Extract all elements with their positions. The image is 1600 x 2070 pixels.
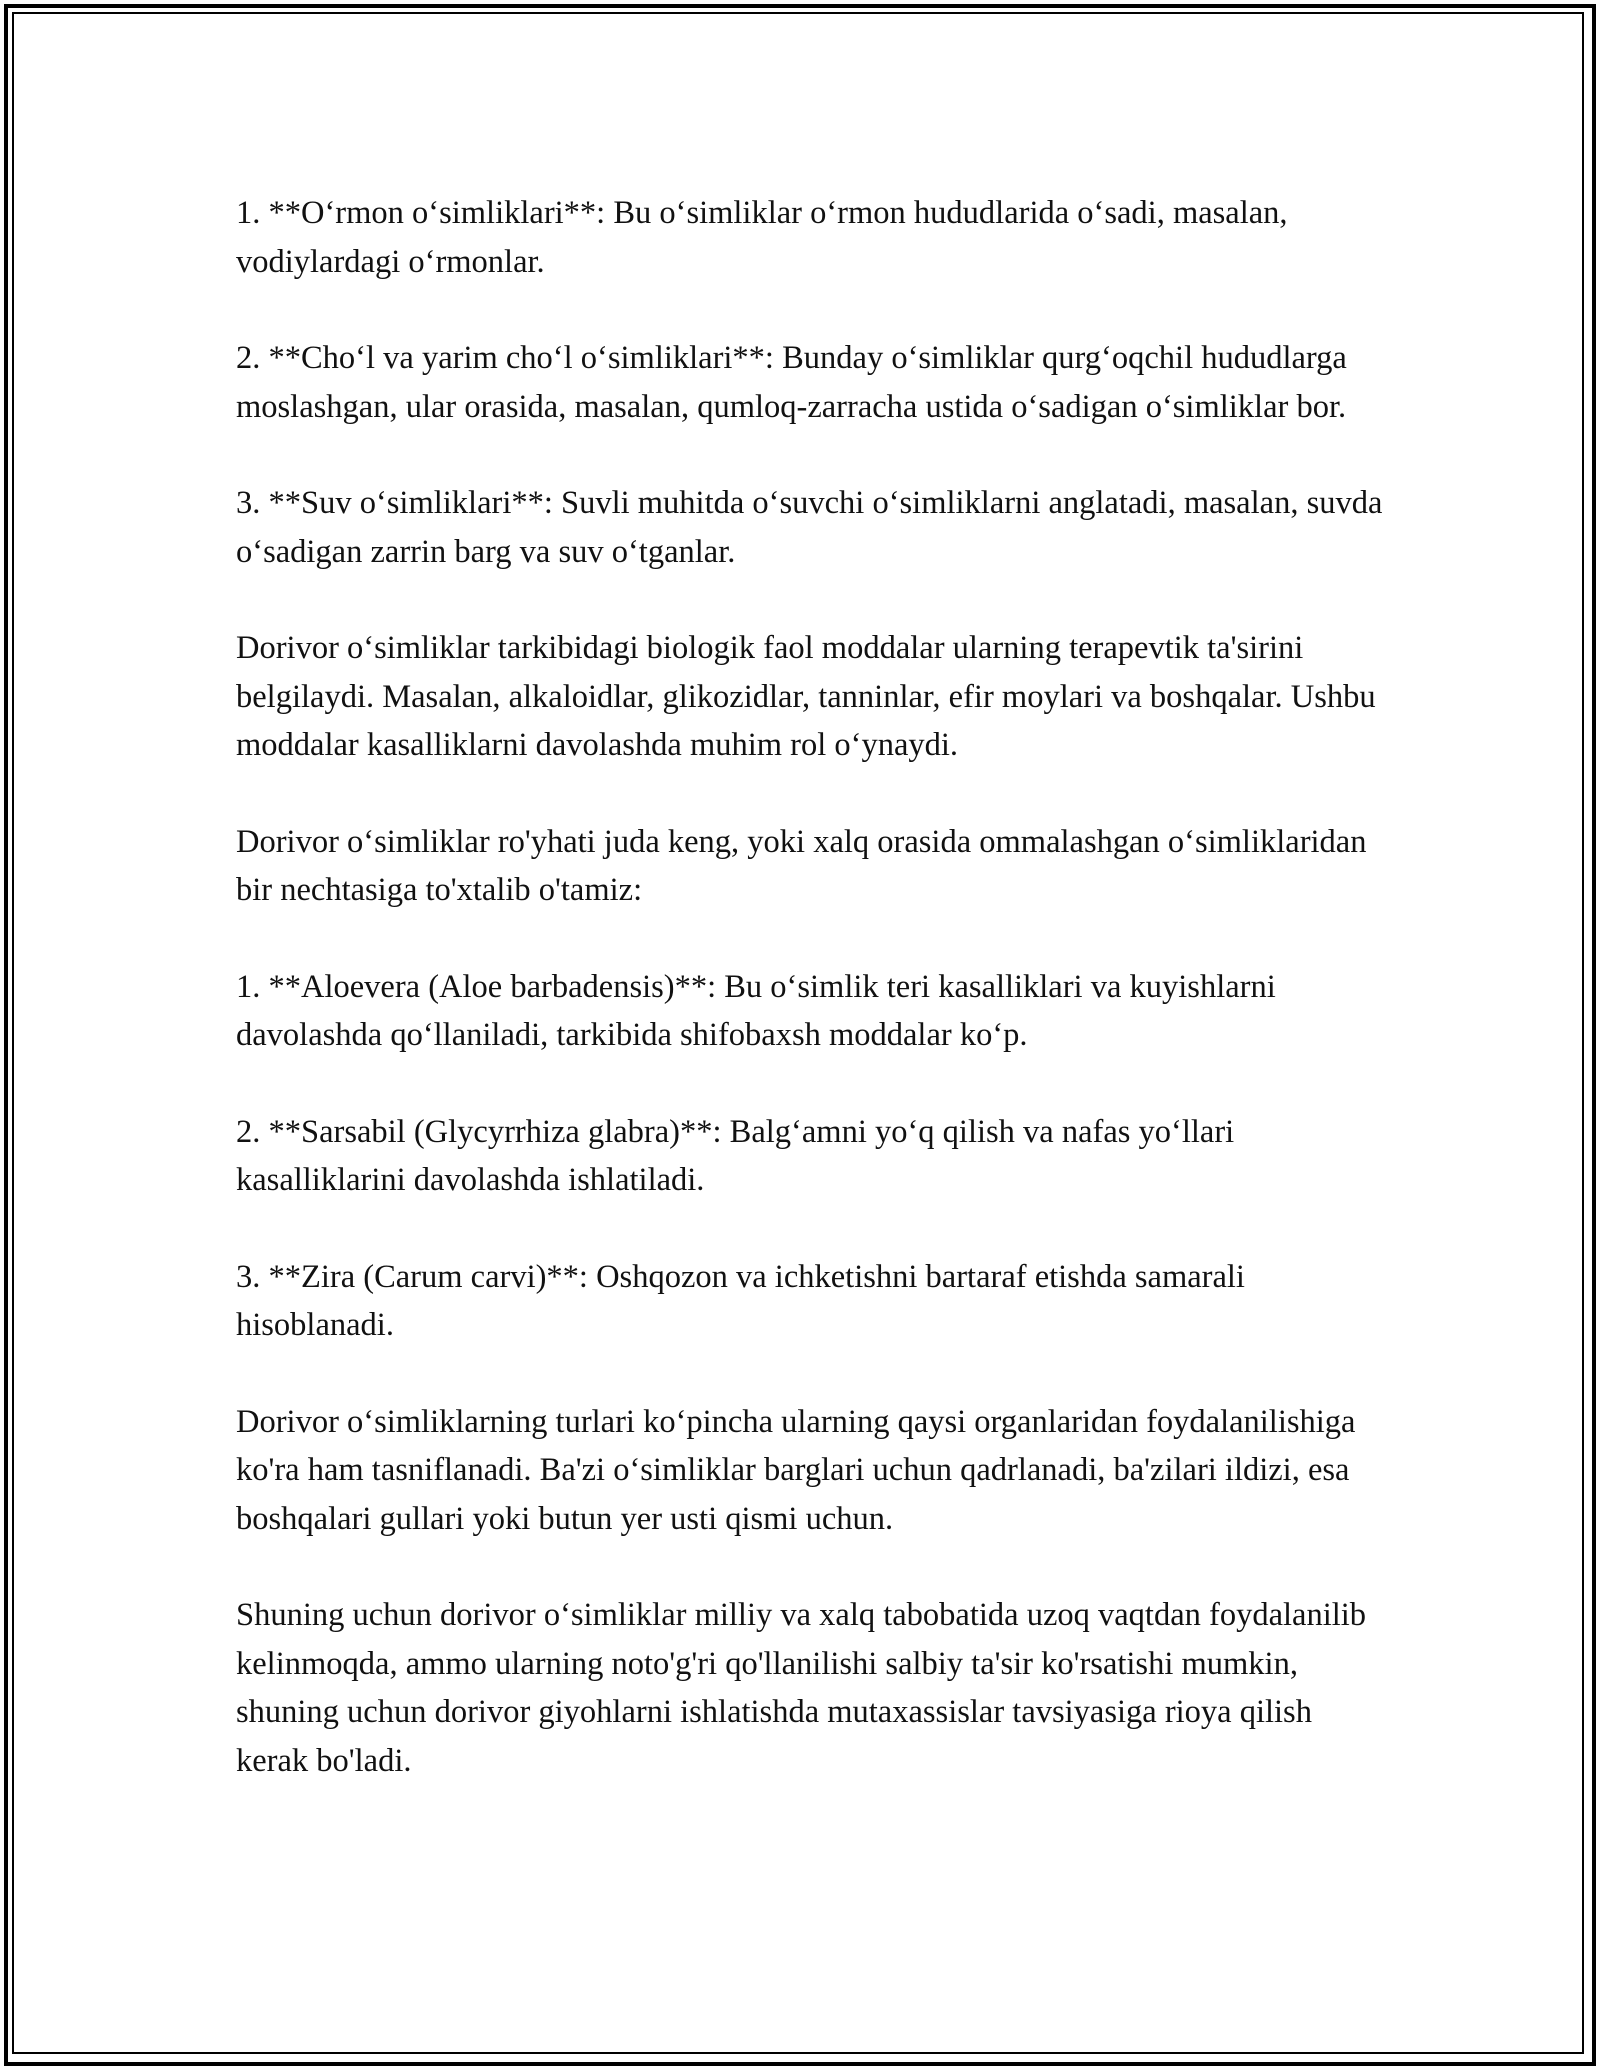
paragraph-conclusion: Shuning uchun dorivor o‘simliklar milliy va xalq tabobatida uzoq vaqtdan foydalanilib kelinmoqda, ammo ularning noto'g'ri qo'llanilishi salbiy ta'sir ko'rsatishi mumkin, shuning uchun dorivor giyohlarni ishlatishda mutaxassislar tavsiyasiga rioya qilish kerak bo'ladi. xyxy=(236,1597,1367,1779)
paragraph-classification: Dorivor o‘simliklarning turlari ko‘pincha ularning qaysi organlaridan foydalanilishiga ko'ra ham tasniflanadi. Ba'zi o‘simliklar barglari uchun qadrlanadi, ba'zilari ildizi, esa boshqalari gullari yoki butun yer usti qismi uchun. xyxy=(236,1403,1356,1537)
paragraph-active-substances: Dorivor o‘simliklar tarkibidagi biologik faol moddalar ularning terapevtik ta'sirini belgilaydi. Masalan, alkaloidlar, glikozidlar, tanninlar, efir moylari va boshqalar. Ushbu moddalar kasalliklarni davolashda muhim rol o‘ynaydi. xyxy=(236,630,1376,763)
paragraph-sarsabil: 2. **Sarsabil (Glycyrrhiza glabra)**: Balg‘amni yo‘q qilish va nafas yo‘llari kasalliklarini davolashda ishlatiladi. xyxy=(236,1113,1235,1198)
document-body xyxy=(236,189,1386,1833)
paragraph-desert-plants: 2. **Cho‘l va yarim cho‘l o‘simliklari**: Bunday o‘simliklar qurg‘oqchil hududlarga moslashgan, ular orasida, masalan, qumloq-zarracha ustida o‘sadigan o‘simliklar bor. xyxy=(236,340,1347,425)
paragraph-aloevera: 1. **Aloevera (Aloe barbadensis)**: Bu o‘simlik teri kasalliklari va kuyishlarni davolashda qo‘llaniladi, tarkibida shifobaxsh moddalar ko‘p. xyxy=(236,968,1276,1053)
paragraph-forest-plants: 1. **O‘rmon o‘simliklari**: Bu o‘simliklar o‘rmon hududlarida o‘sadi, masalan, vodiylardagi o‘rmonlar. xyxy=(236,195,1288,280)
paragraph-zira: 3. **Zira (Carum carvi)**: Oshqozon va ichketishni bartaraf etishda samarali hisoblanadi. xyxy=(236,1258,1245,1343)
paragraph-plant-list-intro: Dorivor o‘simliklar ro'yhati juda keng, yoki xalq orasida ommalashgan o‘simliklaridan bir nechtasiga to'xtalib o'tamiz: xyxy=(236,823,1367,908)
paragraph-water-plants: 3. **Suv o‘simliklari**: Suvli muhitda o‘suvchi o‘simliklarni anglatadi, masalan, suvda o‘sadigan zarrin barg va suv o‘tganlar. xyxy=(236,485,1383,570)
